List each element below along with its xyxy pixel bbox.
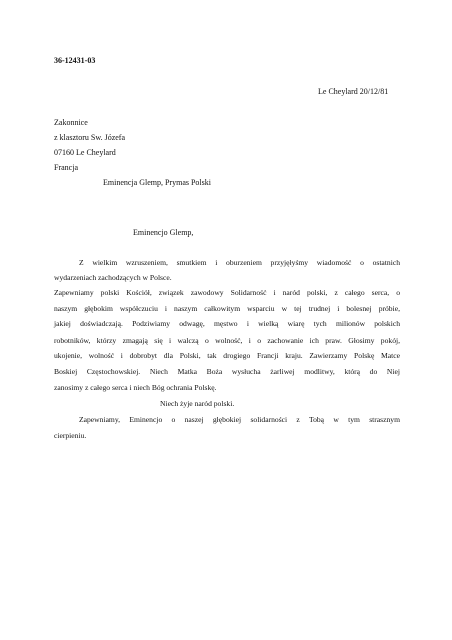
- document-reference: 36-12431-03: [54, 56, 96, 65]
- sender-line-4: Francja: [54, 163, 78, 172]
- place-and-date: Le Cheylard 20/12/81: [318, 87, 389, 96]
- body-paragraph-3: Niech żyje naród polski.: [160, 399, 235, 408]
- body-paragraph-2-line-1: Zapewniamy polski Kościół, związek zawodowy Solidarność i naród polski, z całego serca, o: [54, 288, 400, 297]
- body-paragraph-2-line-5: ukojenie, wolność i dobrobyt dla Polski, tak drogiego Francji kraju. Zawierzamy Polskę Matce: [54, 351, 400, 360]
- body-paragraph-2-line-4: robotników, którzy zmagają się i walczą o wolność, i o zachowanie ich praw. Głosimy pokój,: [54, 336, 400, 345]
- body-paragraph-2-line-2: naszym głębokim współczuciu i naszym całkowitym wsparciu w tej trudnej i bolesnej próbie,: [54, 304, 400, 313]
- salutation: Eminencjo Glemp,: [133, 228, 194, 237]
- sender-line-2: z klasztoru Sw. Józefa: [54, 133, 126, 142]
- body-paragraph-4-line-1: Zapewniamy, Eminencjo o naszej głębokiej solidarności z Tobą w tym strasznym: [79, 415, 400, 424]
- body-paragraph-2-line-6: Boskiej Częstochowskiej. Niech Matka Boża wysłucha żarliwej modlitwy, którą do Niej: [54, 367, 400, 376]
- body-paragraph-1-line-2: wydarzeniach zachodzących w Polsce.: [54, 273, 172, 282]
- sender-line-1: Zakonnice: [54, 118, 88, 127]
- recipient-line: Eminencja Glemp, Prymas Polski: [103, 178, 211, 187]
- body-paragraph-1-line-1: Z wielkim wzruszeniem, smutkiem i oburzeniem przyjęłyśmy wiadomość o ostatnich: [79, 258, 400, 267]
- body-paragraph-2-line-3: jakiej doświadczają. Podziwiamy odwagę, męstwo i wielką wiarę tych milionów polskich: [54, 319, 400, 328]
- body-paragraph-4-line-2: cierpieniu.: [54, 431, 87, 440]
- sender-line-3: 07160 Le Cheylard: [54, 148, 116, 157]
- body-paragraph-2-line-7: zanosimy z całego serca i niech Bóg ochrania Polskę.: [54, 383, 217, 392]
